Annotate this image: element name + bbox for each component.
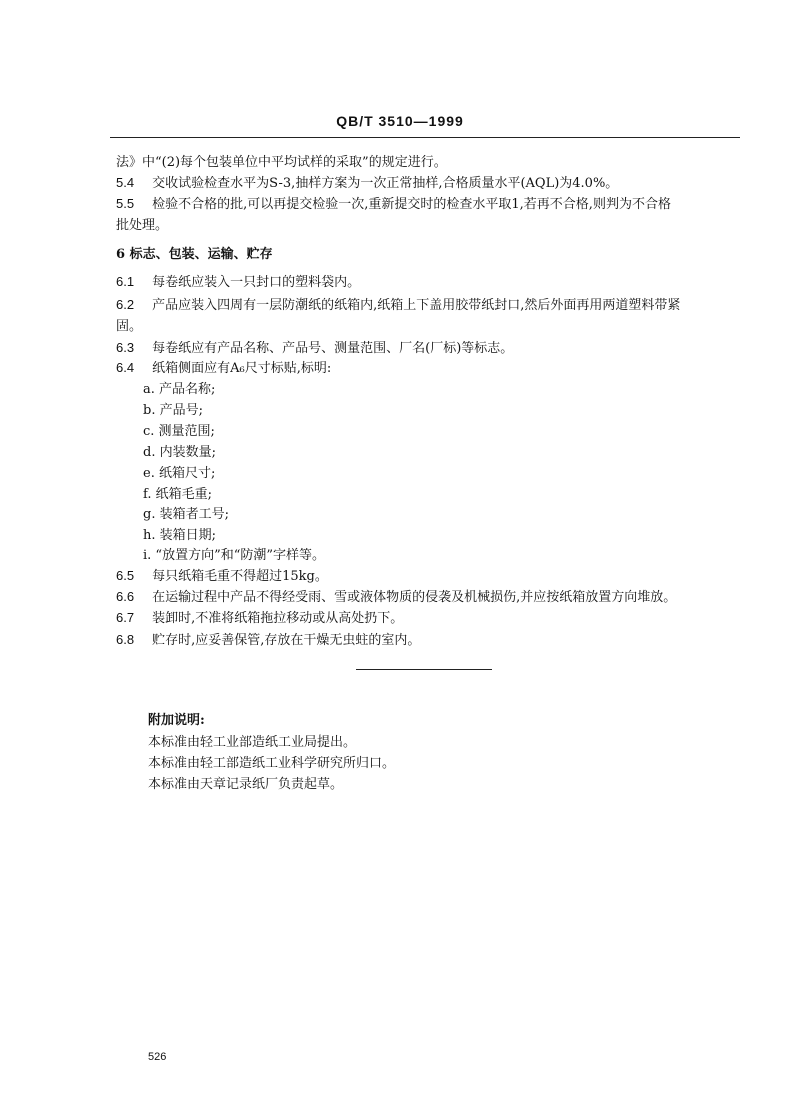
clause-number: 6.4 (116, 360, 135, 375)
clause-text: 纸箱侧面应有A₆尺寸标贴,标明: (152, 361, 332, 376)
clause-6-6 (116, 586, 676, 605)
list-item: h. 装箱日期; (143, 528, 217, 543)
clause-text: 每只纸箱毛重不得超过15kg。 (152, 569, 328, 584)
clause-number: 6.2 (116, 297, 135, 312)
note-line: 本标准由轻工业部造纸工业局提出。 (148, 735, 357, 750)
clause-6-8 (116, 629, 420, 648)
end-rule (356, 669, 492, 670)
clause-text: 每卷纸应有产品名称、产品号、测量范围、厂名(厂标)等标志。 (152, 341, 514, 356)
intro-continuation: 法》中“(2)每个包装单位中平均试样的采取”的规定进行。 (116, 155, 447, 170)
header-rule (110, 137, 740, 138)
note-line: 本标准由轻工部造纸工业科学研究所归口。 (148, 756, 396, 771)
clause-text: 每卷纸应装入一只封口的塑料袋内。 (152, 275, 361, 290)
clause-number: 6.1 (116, 274, 135, 289)
list-item: c. 测量范围; (143, 424, 215, 439)
clause-text: 装卸时,不准将纸箱拖拉移动或从高处扔下。 (152, 611, 404, 626)
list-item: e. 纸箱尺寸; (143, 466, 216, 481)
clause-number: 6.8 (116, 632, 135, 647)
clause-6-7 (116, 607, 403, 626)
clause-6-3 (116, 337, 513, 356)
clause-6-2-continued: 固。 (116, 319, 143, 334)
clause-number: 5.4 (116, 175, 135, 190)
clause-text: 在运输过程中产品不得经受雨、雪或液体物质的侵袭及机械损伤,并应按纸箱放置方向堆放。 (152, 590, 677, 605)
clause-5-5-continued: 批处理。 (116, 218, 169, 233)
section-6-heading: 6 标志、包装、运输、贮存 (116, 247, 273, 262)
list-item: b. 产品号; (143, 403, 203, 418)
page-header-code: QB/T 3510—1999 (336, 113, 464, 129)
clause-6-1 (116, 271, 360, 290)
notes-title: 附加说明: (148, 713, 205, 728)
clause-6-4 (116, 357, 331, 376)
clause-text: 检验不合格的批,可以再提交检验一次,重新提交时的检查水平取1,若再不合格,则判为不合格 (152, 197, 671, 212)
clause-text: 产品应装入四周有一层防潮纸的纸箱内,纸箱上下盖用胶带纸封口,然后外面再用两道塑料带紧 (152, 298, 681, 313)
clause-text: 交收试验检查水平为S-3,抽样方案为一次正常抽样,合格质量水平(AQL)为4.0%。 (152, 176, 619, 191)
clause-6-5 (116, 565, 328, 584)
clause-number: 6.5 (116, 568, 135, 583)
note-line: 本标准由天章记录纸厂负责起草。 (148, 777, 344, 792)
clause-number: 6.3 (116, 340, 135, 355)
clause-number: 6.7 (116, 610, 135, 625)
clause-number: 5.5 (116, 196, 135, 211)
list-item: g. 装箱者工号; (143, 507, 229, 522)
page-number: 526 (148, 1051, 167, 1063)
clause-6-2 (116, 294, 680, 313)
clause-5-4 (116, 172, 618, 191)
clause-number: 6.6 (116, 589, 135, 604)
list-item: i. “放置方向”和“防潮”字样等。 (143, 548, 326, 563)
list-item: a. 产品名称; (143, 382, 216, 397)
clause-5-5 (116, 193, 671, 212)
clause-text: 贮存时,应妥善保管,存放在干燥无虫蛀的室内。 (152, 633, 421, 648)
list-item: d. 内装数量; (143, 445, 216, 460)
list-item: f. 纸箱毛重; (143, 487, 212, 502)
